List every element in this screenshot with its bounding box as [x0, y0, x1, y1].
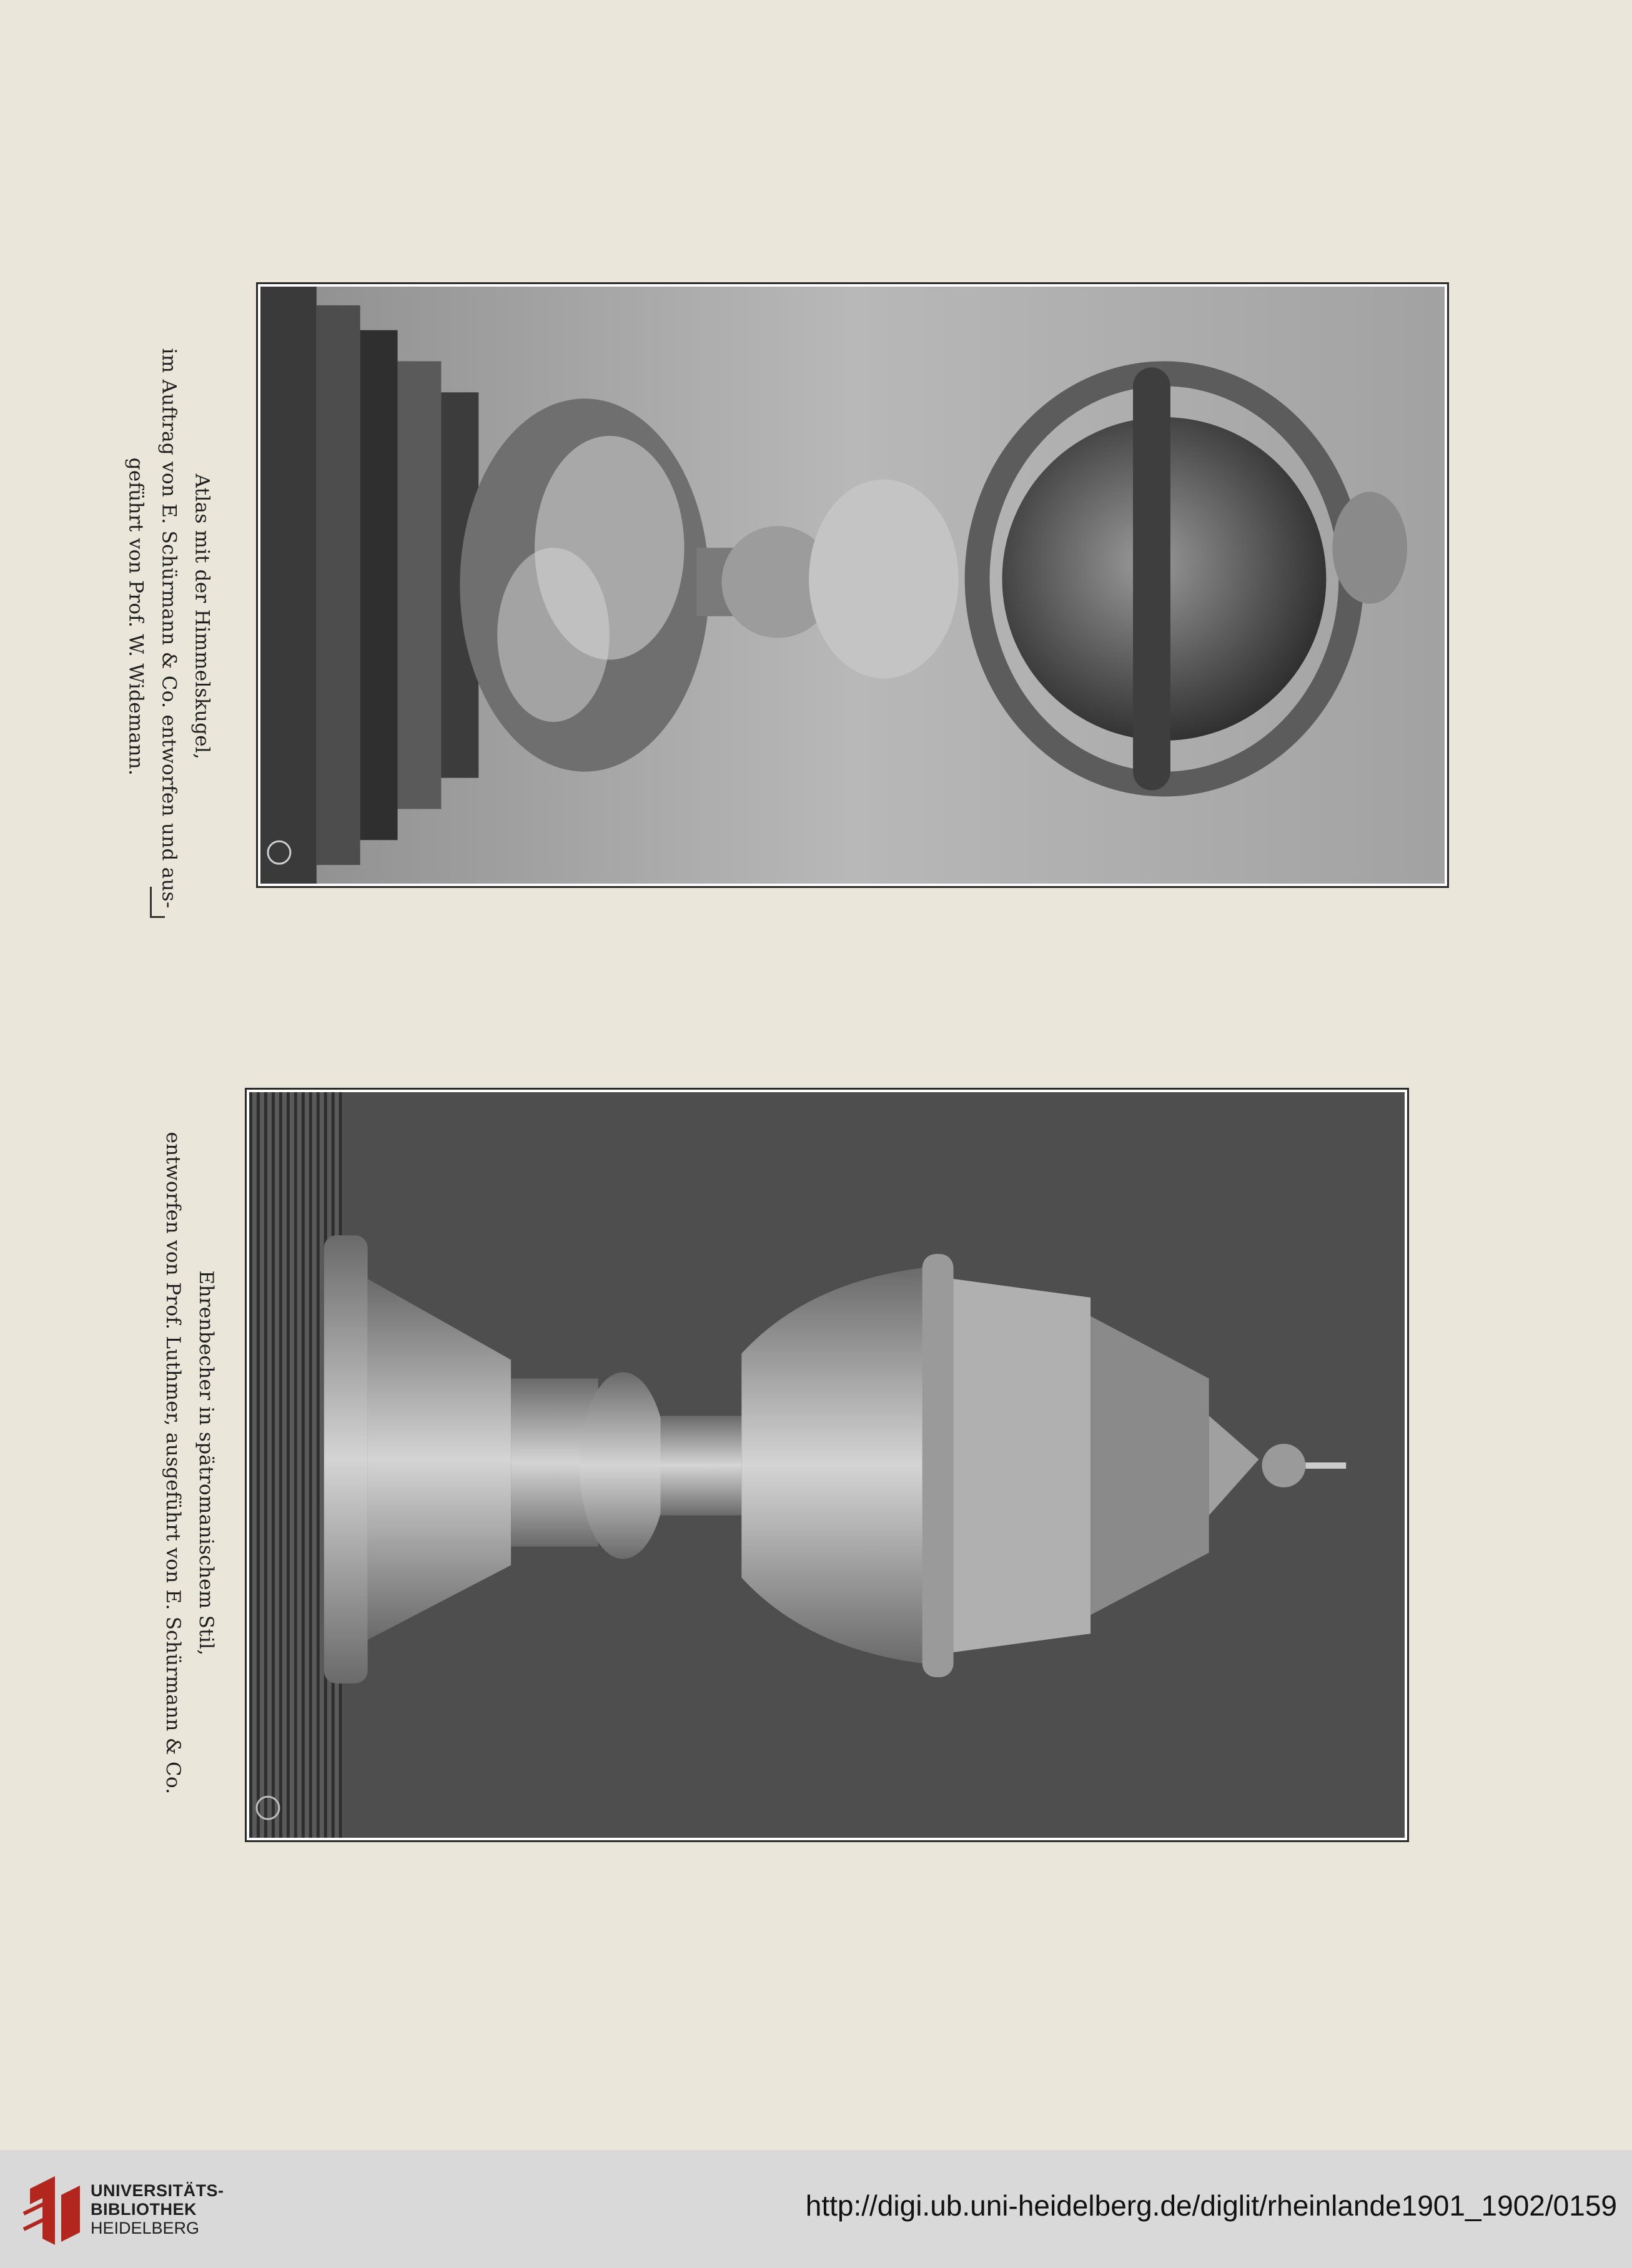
- library-name-line-1: UNIVERSITÄTS-: [91, 2181, 224, 2200]
- caption-ehrenbecher-line-1: Ehrenbecher in spätromanischem Stil,: [195, 1270, 217, 1656]
- library-name: [91, 2181, 224, 2237]
- library-name-line-3: HEIDELBERG: [91, 2219, 200, 2237]
- ehrenbecher-photo: [245, 1088, 1409, 1842]
- library-name-line-2: BIBLIOTHEK: [91, 2200, 197, 2219]
- footer-bar: [0, 2150, 1632, 2268]
- corner-mark: [150, 887, 165, 918]
- caption-ehrenbecher: [156, 1120, 222, 1807]
- library-logo-icon[interactable]: [17, 2170, 92, 2251]
- caption-atlas: [119, 348, 219, 909]
- atlas-globe-photo: [256, 282, 1449, 888]
- caption-atlas-line-2: im Auftrag von E. Schürmann & Co. entworfen und aus-: [157, 348, 181, 909]
- caption-ehrenbecher-line-2: entworfen von Prof. Luthmer, ausgeführt von E. Schürmann & Co.: [162, 1132, 184, 1795]
- caption-atlas-line-1: Atlas mit der Himmelskugel,: [190, 473, 214, 760]
- ehrenbecher-illustration: [249, 1092, 1405, 1838]
- atlas-globe-illustration: [260, 287, 1445, 884]
- caption-atlas-line-3: geführt von Prof. W. Widemann.: [124, 457, 147, 776]
- source-url-link[interactable]: http://digi.ub.uni-heidelberg.de/diglit/rheinlande1901_1902/0159: [805, 2189, 1617, 2222]
